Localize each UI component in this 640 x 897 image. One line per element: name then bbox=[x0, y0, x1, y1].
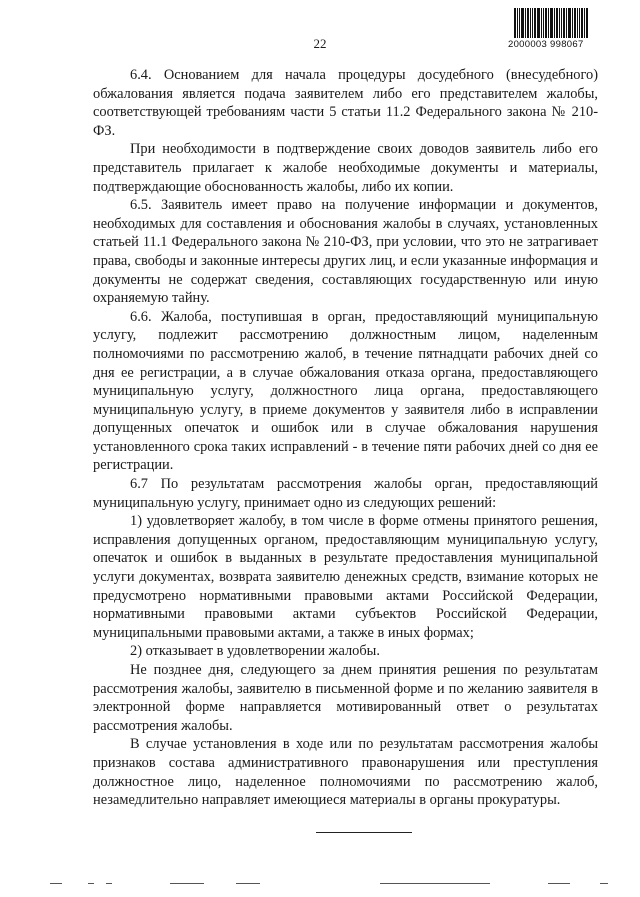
scan-edge-marks bbox=[0, 883, 640, 889]
barcode bbox=[508, 8, 606, 54]
paragraph-attachments: При необходимости в подтверждение своих доводов заявитель либо его представитель прилагает к жалобе необходимые документы и материалы, подтверждающие обоснованность жалобы, либо их копии. bbox=[93, 141, 598, 195]
paragraph-6-7: 6.7 По результатам рассмотрения жалобы орган, предоставляющий муниципальную услугу, принимает одно из следующих решений: bbox=[93, 476, 598, 511]
end-divider bbox=[316, 832, 412, 833]
page-number: 22 bbox=[313, 36, 327, 51]
list-item-1: 1) удовлетворяет жалобу, в том числе в форме отмены принятого решения, исправления допущенных органом, предоставляющим муниципальную услугу, опечаток и ошибок в выданных в результате предоставления муниципальной услуги документах, возврата заявителю денежных средств, взимание которых не предусмотрено нормативными правовыми актами Российской Федерации, нормативными правовыми актами субъектов Российской Федерации, муниципальными правовыми актами, а также в иных формах; bbox=[93, 513, 598, 641]
list-item-2: 2) отказывает в удовлетворении жалобы. bbox=[130, 643, 380, 660]
barcode-number: 2000003 998067 bbox=[508, 39, 584, 50]
paragraph-6-5: 6.5. Заявитель имеет право на получение информации и документов, необходимых для составления и обоснования жалобы в случаях, установленных статьей 11.1 Федерального закона № 210-ФЗ, при условии, что это не затрагивает права, свободы и законные интересы других лиц, и если указанные информация и документы не содержат сведения, составляющих государственную или иную охраняемую тайну. bbox=[93, 197, 598, 307]
paragraph-prosecution: В случае установления в ходе или по результатам рассмотрения жалобы признаков состава административного правонарушения или преступления должностное лицо, наделенное полномочиями по рассмотрению жалоб, незамедлительно направляет имеющиеся материалы в органы прокуратуры. bbox=[93, 736, 598, 809]
paragraph-6-6: 6.6. Жалоба, поступившая в орган, предоставляющий муниципальную услугу, подлежит рассмотрению должностным лицом, наделенным полномочиями по рассмотрению жалоб, в течение пятнадцати рабочих дней со дня ее регистрации, а в случае обжалования отказа органа, предоставляющего муниципальную услугу, должностного лица органа, предоставляющего муниципальную услугу, в приеме документов у заявителя либо в исправлении допущенных опечаток и ошибок или в случае обжалования нарушения установленного срока таких исправлений - в течение пяти рабочих дней со дня ее регистрации. bbox=[93, 308, 598, 474]
paragraph-6-4: 6.4. Основанием для начала процедуры досудебного (внесудебного) обжалования является подача заявителем либо его представителем жалобы, соответствующей требованиям части 5 статьи 11.2 Федерального закона № 210-ФЗ. bbox=[93, 67, 598, 139]
document-body bbox=[93, 66, 598, 810]
barcode-bars bbox=[514, 8, 606, 38]
paragraph-response: Не позднее дня, следующего за днем принятия решения по результатам рассмотрения жалобы, заявителю в письменной форме и по желанию заявителя в электронной форме направляется мотивированный ответ о результатах рассмотрения жалобы. bbox=[93, 662, 598, 734]
